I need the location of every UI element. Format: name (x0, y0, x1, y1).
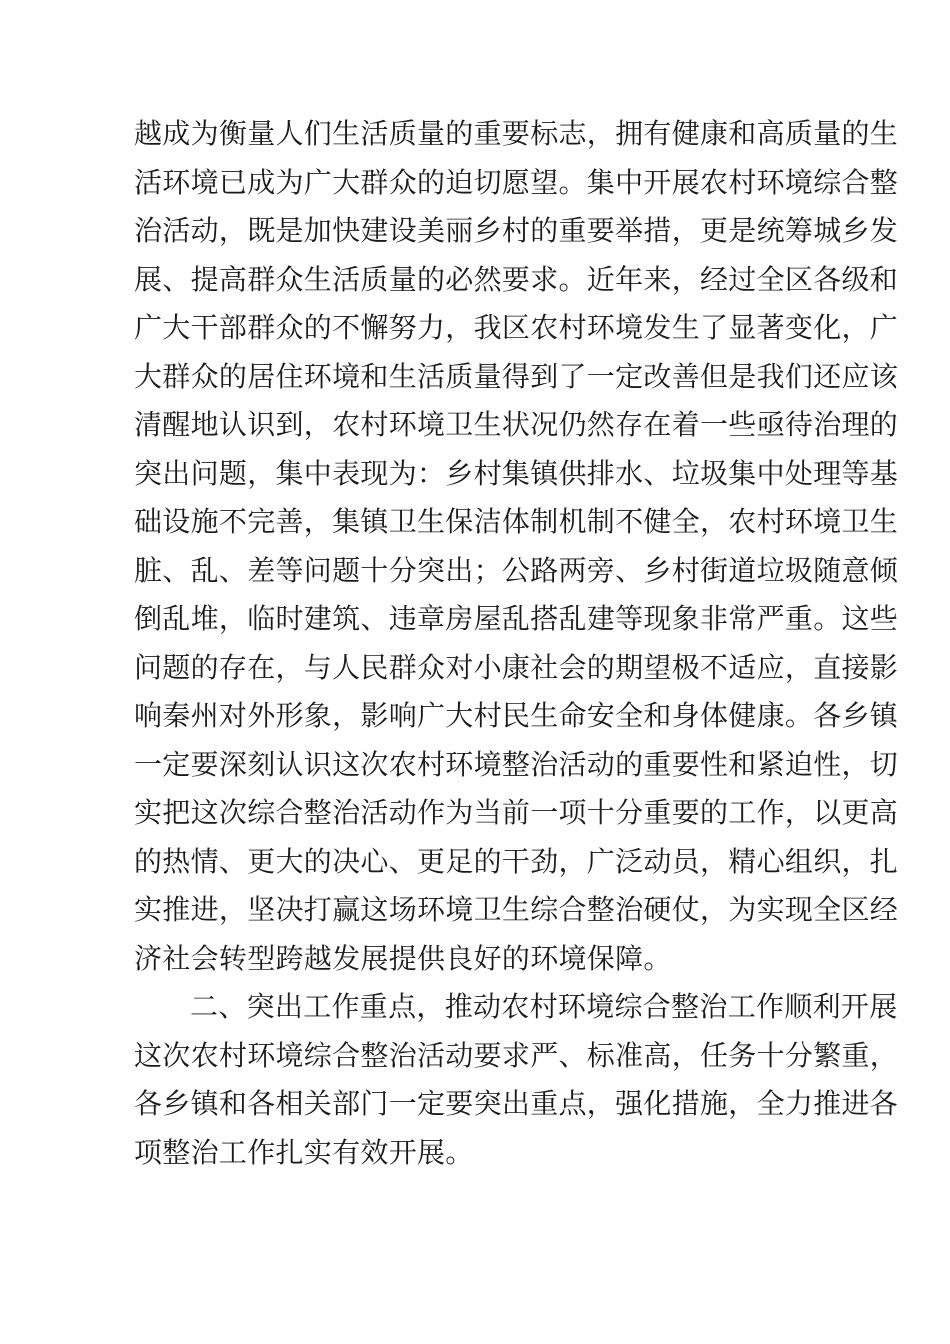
text-line: 各乡镇和各相关部门一定要突出重点，强化措施，全力推进各 (134, 1087, 899, 1120)
text-line: 脏、乱、差等问题十分突出；公路两旁、乡村街道垃圾随意倾 (134, 553, 899, 587)
text-line: 的热情、更大的决心、更足的干劲，广泛动员，精心组织，扎 (134, 844, 899, 878)
text-line: 活环境已成为广大群众的迫切愿望。集中开展农村环境综合整 (134, 165, 899, 199)
text-line: 实推进，坚决打赢这场环境卫生综合整治硬仗，为实现全区经 (134, 893, 899, 926)
text-line: 治活动，既是加快建设美丽乡村的重要举措，更是统筹城乡发 (134, 214, 899, 247)
text-line: 响秦州对外形象，影响广大村民生命安全和身体健康。各乡镇 (134, 699, 899, 732)
text-line: 问题的存在，与人民群众对小康社会的期望极不适应，直接影 (134, 650, 899, 684)
text-line: 这次农村环境综合整治活动要求严、标准高，任务十分繁重， (134, 1038, 899, 1072)
text-line: 大群众的居住环境和生活质量得到了一定改善但是我们还应该 (134, 359, 899, 393)
text-line: 展、提高群众生活质量的必然要求。近年来，经过全区各级和 (134, 262, 899, 296)
text-line: 础设施不完善，集镇卫生保洁体制机制不健全，农村环境卫生 (134, 505, 899, 538)
text-line: 倒乱堆，临时建筑、违章房屋乱搭乱建等现象非常严重。这些 (134, 602, 899, 635)
text-line: 济社会转型跨越发展提供良好的环境保障。 (134, 941, 672, 975)
text-line: 广大干部群众的不懈努力，我区农村环境发生了显著变化，广 (134, 311, 899, 344)
text-line: 清醒地认识到，农村环境卫生状况仍然存在着一些亟待治理的 (134, 408, 899, 441)
text-line: 突出问题，集中表现为：乡村集镇供排水、垃圾集中处理等基 (134, 456, 899, 490)
text-line: 实把这次综合整治活动作为当前一项十分重要的工作，以更高 (134, 796, 899, 829)
document-body (134, 110, 899, 1177)
section-heading: 二、突出工作重点，推动农村环境综合整治工作顺利开展 (190, 990, 898, 1023)
text-line: 越成为衡量人们生活质量的重要标志，拥有健康和高质量的生 (134, 117, 899, 150)
text-line: 项整治工作扎实有效开展。 (134, 1135, 474, 1169)
text-line: 一定要深刻认识这次农村环境整治活动的重要性和紧迫性，切 (134, 747, 899, 781)
